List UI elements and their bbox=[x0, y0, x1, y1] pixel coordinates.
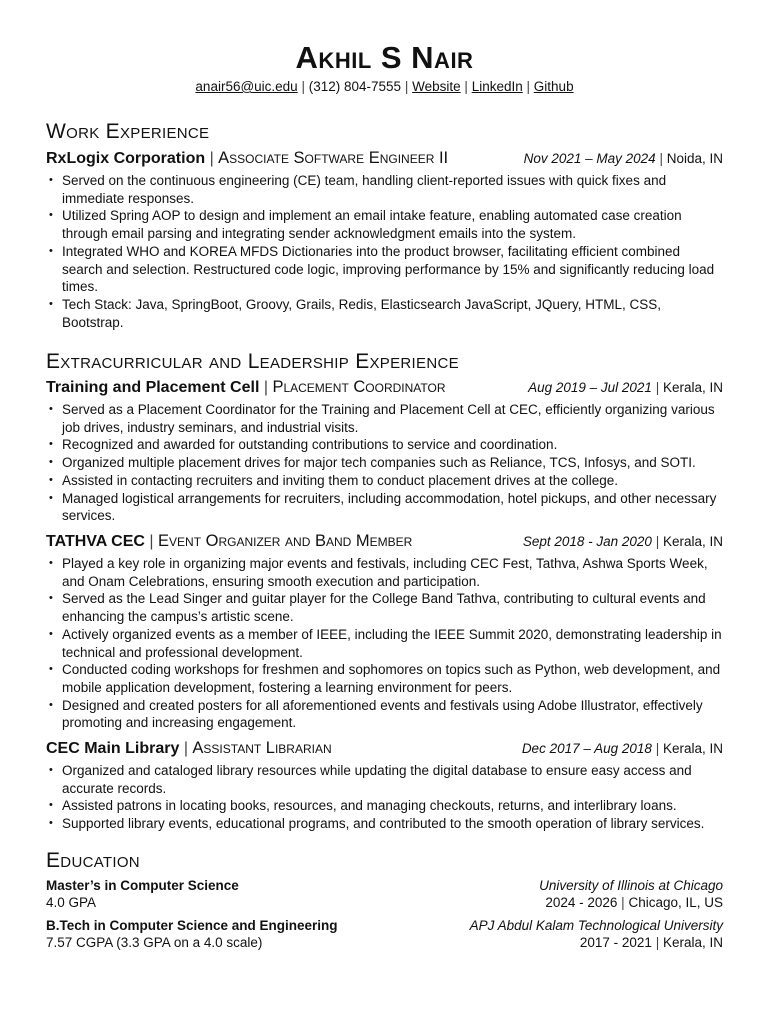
education-dates: 2024 - 2026 bbox=[545, 895, 618, 910]
job-header bbox=[46, 149, 723, 169]
separator: | bbox=[464, 79, 468, 94]
separator: | bbox=[655, 935, 660, 950]
separator: | bbox=[659, 151, 663, 166]
separator: | bbox=[183, 740, 188, 757]
separator: | bbox=[263, 379, 268, 396]
education-institution: University of Illinois at Chicago bbox=[539, 878, 723, 893]
list-item: • Tech Stack: Java, SpringBoot, Groovy, Grails, Redis, Elasticsearch JavaScript, JQuery, HTML, CSS, Bootstrap. bbox=[46, 296, 723, 331]
list-item: • Supported library events, educational programs, and contributed to the smooth operation of library services. bbox=[46, 815, 723, 833]
education-gpa: 7.57 CGPA (3.3 GPA on a 4.0 scale) bbox=[46, 935, 263, 950]
education-dates: 2017 - 2021 bbox=[579, 935, 652, 950]
education-institution: APJ Abdul Kalam Technological University bbox=[469, 918, 723, 933]
job-role: Associate Software Engineer II bbox=[218, 149, 449, 167]
separator: | bbox=[149, 533, 154, 550]
email-link[interactable]: anair56@uic.edu bbox=[195, 79, 298, 94]
list-item: • Served as a Placement Coordinator for the Training and Placement Cell at CEC, efficiently organizing various job drives, industry seminars, and industrial visits. bbox=[46, 401, 723, 436]
section-title-extracurricular: Extracurricular and Leadership Experience bbox=[46, 350, 459, 373]
job-location: Kerala, IN bbox=[662, 534, 723, 549]
job-organization: TATHVA CEC bbox=[46, 533, 145, 550]
job-organization: Training and Placement Cell bbox=[46, 379, 260, 396]
contact-line bbox=[46, 79, 723, 95]
job-bullets bbox=[46, 401, 723, 525]
job-bullets bbox=[46, 172, 723, 331]
list-item: • Recognized and awarded for outstanding contributions to service and coordination. bbox=[46, 436, 723, 454]
list-item: • Conducted coding workshops for freshmen and sophomores on topics such as Python, web development, and mobile application development, fostering a learning environment for peers. bbox=[46, 661, 723, 696]
job-role: Assistant Librarian bbox=[192, 739, 332, 757]
job-organization: CEC Main Library bbox=[46, 740, 180, 757]
list-item: • Assisted patrons in locating books, resources, and managing checkouts, returns, and interlibrary loans. bbox=[46, 797, 723, 815]
separator: | bbox=[209, 150, 214, 167]
separator: | bbox=[301, 79, 305, 94]
list-item: • Served on the continuous engineering (CE) team, handling client-reported issues with quick fixes and immediate responses. bbox=[46, 172, 723, 207]
education-row bbox=[46, 877, 723, 894]
education-gpa: 4.0 GPA bbox=[46, 895, 97, 910]
list-item: • Assisted in contacting recruiters and inviting them to conduct placement drives at the college. bbox=[46, 472, 723, 490]
website-link[interactable]: Website bbox=[412, 79, 461, 94]
education-degree: B.Tech in Computer Science and Engineering bbox=[46, 918, 338, 933]
job-organization: RxLogix Corporation bbox=[46, 150, 206, 167]
job-header bbox=[46, 532, 723, 552]
candidate-name: Akhil S Nair bbox=[295, 40, 474, 75]
job-role: Placement Coordinator bbox=[272, 378, 446, 396]
section-title-education: Education bbox=[46, 849, 140, 872]
job-dates: Aug 2019 – Jul 2021 bbox=[528, 380, 652, 395]
education-row bbox=[46, 934, 723, 951]
job-bullets bbox=[46, 762, 723, 833]
separator: | bbox=[404, 79, 409, 94]
job-role: Event Organizer and Band Member bbox=[158, 532, 413, 550]
job-header bbox=[46, 378, 723, 398]
linkedin-link[interactable]: LinkedIn bbox=[471, 79, 523, 94]
education-row bbox=[46, 917, 723, 934]
education-location: Chicago, IL, US bbox=[628, 895, 723, 910]
job-bullets bbox=[46, 555, 723, 732]
list-item: • Organized multiple placement drives for major tech companies such as Reliance, TCS, Infosys, and SOTI. bbox=[46, 454, 723, 472]
job-header bbox=[46, 739, 723, 759]
education-degree: Master’s in Computer Science bbox=[46, 878, 239, 893]
job-dates: Nov 2021 – May 2024 bbox=[523, 151, 656, 166]
section-title-work: Work Experience bbox=[46, 120, 210, 143]
education-row bbox=[46, 894, 723, 911]
list-item: • Designed and created posters for all aforementioned events and festivals using Adobe Illustrator, effectively promoting and increasing engagement. bbox=[46, 697, 723, 732]
job-dates: Sept 2018 - Jan 2020 bbox=[522, 534, 652, 549]
github-link[interactable]: Github bbox=[533, 79, 574, 94]
separator: | bbox=[526, 79, 531, 94]
job-location: Kerala, IN bbox=[662, 741, 723, 756]
phone-number: (312) 804-7555 bbox=[308, 79, 402, 94]
separator: | bbox=[655, 534, 660, 549]
list-item: • Served as the Lead Singer and guitar player for the College Band Tathva, contributing to cultural events and enhancing the campus’s artistic scene. bbox=[46, 590, 723, 625]
list-item: • Actively organized events as a member of IEEE, including the IEEE Summit 2020, demonstrating leadership in technical and professional development. bbox=[46, 626, 723, 661]
separator: | bbox=[655, 380, 660, 395]
job-dates: Dec 2017 – Aug 2018 bbox=[521, 741, 652, 756]
list-item: • Managed logistical arrangements for recruiters, including accommodation, hotel pickups, and other necessary services. bbox=[46, 490, 723, 525]
job-location: Kerala, IN bbox=[662, 380, 723, 395]
list-item: • Organized and cataloged library resources while updating the digital database to ensure easy access and accurate records. bbox=[46, 762, 723, 797]
separator: | bbox=[655, 741, 660, 756]
education-location: Kerala, IN bbox=[662, 935, 723, 950]
separator: | bbox=[621, 895, 625, 910]
job-location: Noida, IN bbox=[666, 151, 723, 166]
list-item: • Integrated WHO and KOREA MFDS Dictionaries into the product browser, facilitating efficient combined search and selection. Restructured code logic, improving performance by 15% and significantly reducing load times. bbox=[46, 243, 723, 296]
list-item: • Played a key role in organizing major events and festivals, including CEC Fest, Tathva, Ashwa Sports Week, and Onam Celebrations, ensuring smooth execution and participation. bbox=[46, 555, 723, 590]
list-item: • Utilized Spring AOP to design and implement an email intake feature, enabling automated case creation through email parsing and integrating sender acknowledgment emails into the system. bbox=[46, 207, 723, 242]
